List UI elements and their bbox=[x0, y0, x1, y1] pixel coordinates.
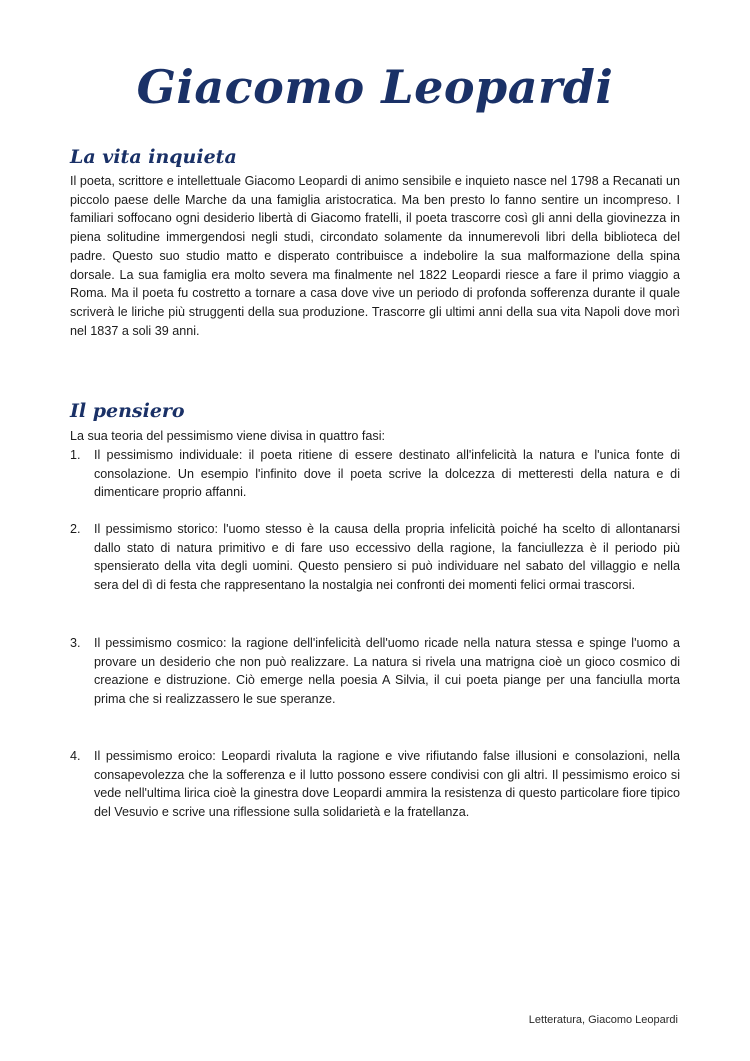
section-body-vita: Il poeta, scrittore e intellettuale Giacomo Leopardi di animo sensibile e inquieto nasce nel 1798 a Recanati un piccolo paese delle Marche da una famiglia aristocratica. Ma ben presto lo fanno sentire un incompreso. I familiari soffocano ogni desiderio libertà di Giacomo fratelli, il poeta trascorre così gli anni della giovinezza in piena solitudine immergendosi negli studi, circondato solamente da innumerevoli libri della biblioteca del padre. Questo suo studio matto e disperato contribuisce a indebolire la sua malformazione della spina dorsale. La sua famiglia era molto severa ma finalmente nel 1822 Leopardi riesce a fare il primo viaggio a Roma. Ma il poeta fu costretto a tornare a casa dove vive un periodo di profonda sofferenza durante il quale scriverà le liriche più struggenti della sua produzione. Trascorre gli ultimi anni della sua vita Napoli dove morì nel 1837 a soli 39 anni. bbox=[70, 174, 680, 338]
list-item-number: 3. bbox=[70, 636, 81, 650]
list-item-number: 4. bbox=[70, 749, 81, 763]
list-item-text: Il pessimismo cosmico: la ragione dell'infelicità dell'uomo ricade nella natura stessa e spinge l'uomo a provare un desiderio che non può realizzare. La natura si rivela una matrigna cioè un gioco cosmico di creazione e distruzione. Ciò emerge nella poesia A Silvia, il cui poeta piange per una fanciulla morta prima che si realizzassero le sue speranze. bbox=[94, 636, 680, 707]
list-item-text: Il pessimismo individuale: il poeta ritiene di essere destinato all'infelicità la natura e l'unica fonte di consolazione. Un esempio l'infinito dove il poeta scrive la dolcezza di metteresti della natura e di dimenticare proprio affanni. bbox=[94, 448, 680, 500]
section-intro-pensiero: La sua teoria del pessimismo viene divisa in quattro fasi: bbox=[70, 429, 386, 443]
list-item-number: 2. bbox=[70, 522, 81, 536]
list-item-text: Il pessimismo storico: l'uomo stesso è la causa della propria infelicità poiché ha scelto di allontanarsi dallo stato di natura primitivo e di fare uso eccessivo della ragione, la fanciullezza è il periodo più spensierato della vita degli uomini. Questo pensiero si può individuare nel sabato del villaggio e nella sera del dì di festa che rappresentano la nostalgia nei confronti dei momenti felici ormai trascorsi. bbox=[94, 522, 680, 593]
list-item bbox=[70, 446, 680, 502]
section-heading-pensiero: Il pensiero bbox=[70, 400, 185, 422]
list-item bbox=[70, 747, 680, 822]
section-heading-vita: La vita inquieta bbox=[70, 146, 237, 168]
list-item-text: Il pessimismo eroico: Leopardi rivaluta la ragione e vive rifiutando false illusioni e consolazioni, nella consapevolezza che la sofferenza e il lutto possono essere condivisi con gli altri. Il pessimismo eroico si vede nell'ultima lirica cioè la ginestra dove Leopardi ammira la resistenza di questo particolare fiore tipico del Vesuvio e scrive una riflessione sulla solidarietà e la fratellanza. bbox=[94, 749, 680, 820]
page-footer: Letteratura, Giacomo Leopardi bbox=[528, 1014, 678, 1026]
list-item bbox=[70, 520, 680, 595]
page-title: Giacomo Leopardi bbox=[136, 60, 614, 114]
list-item bbox=[70, 634, 680, 709]
list-item-number: 1. bbox=[70, 448, 81, 462]
